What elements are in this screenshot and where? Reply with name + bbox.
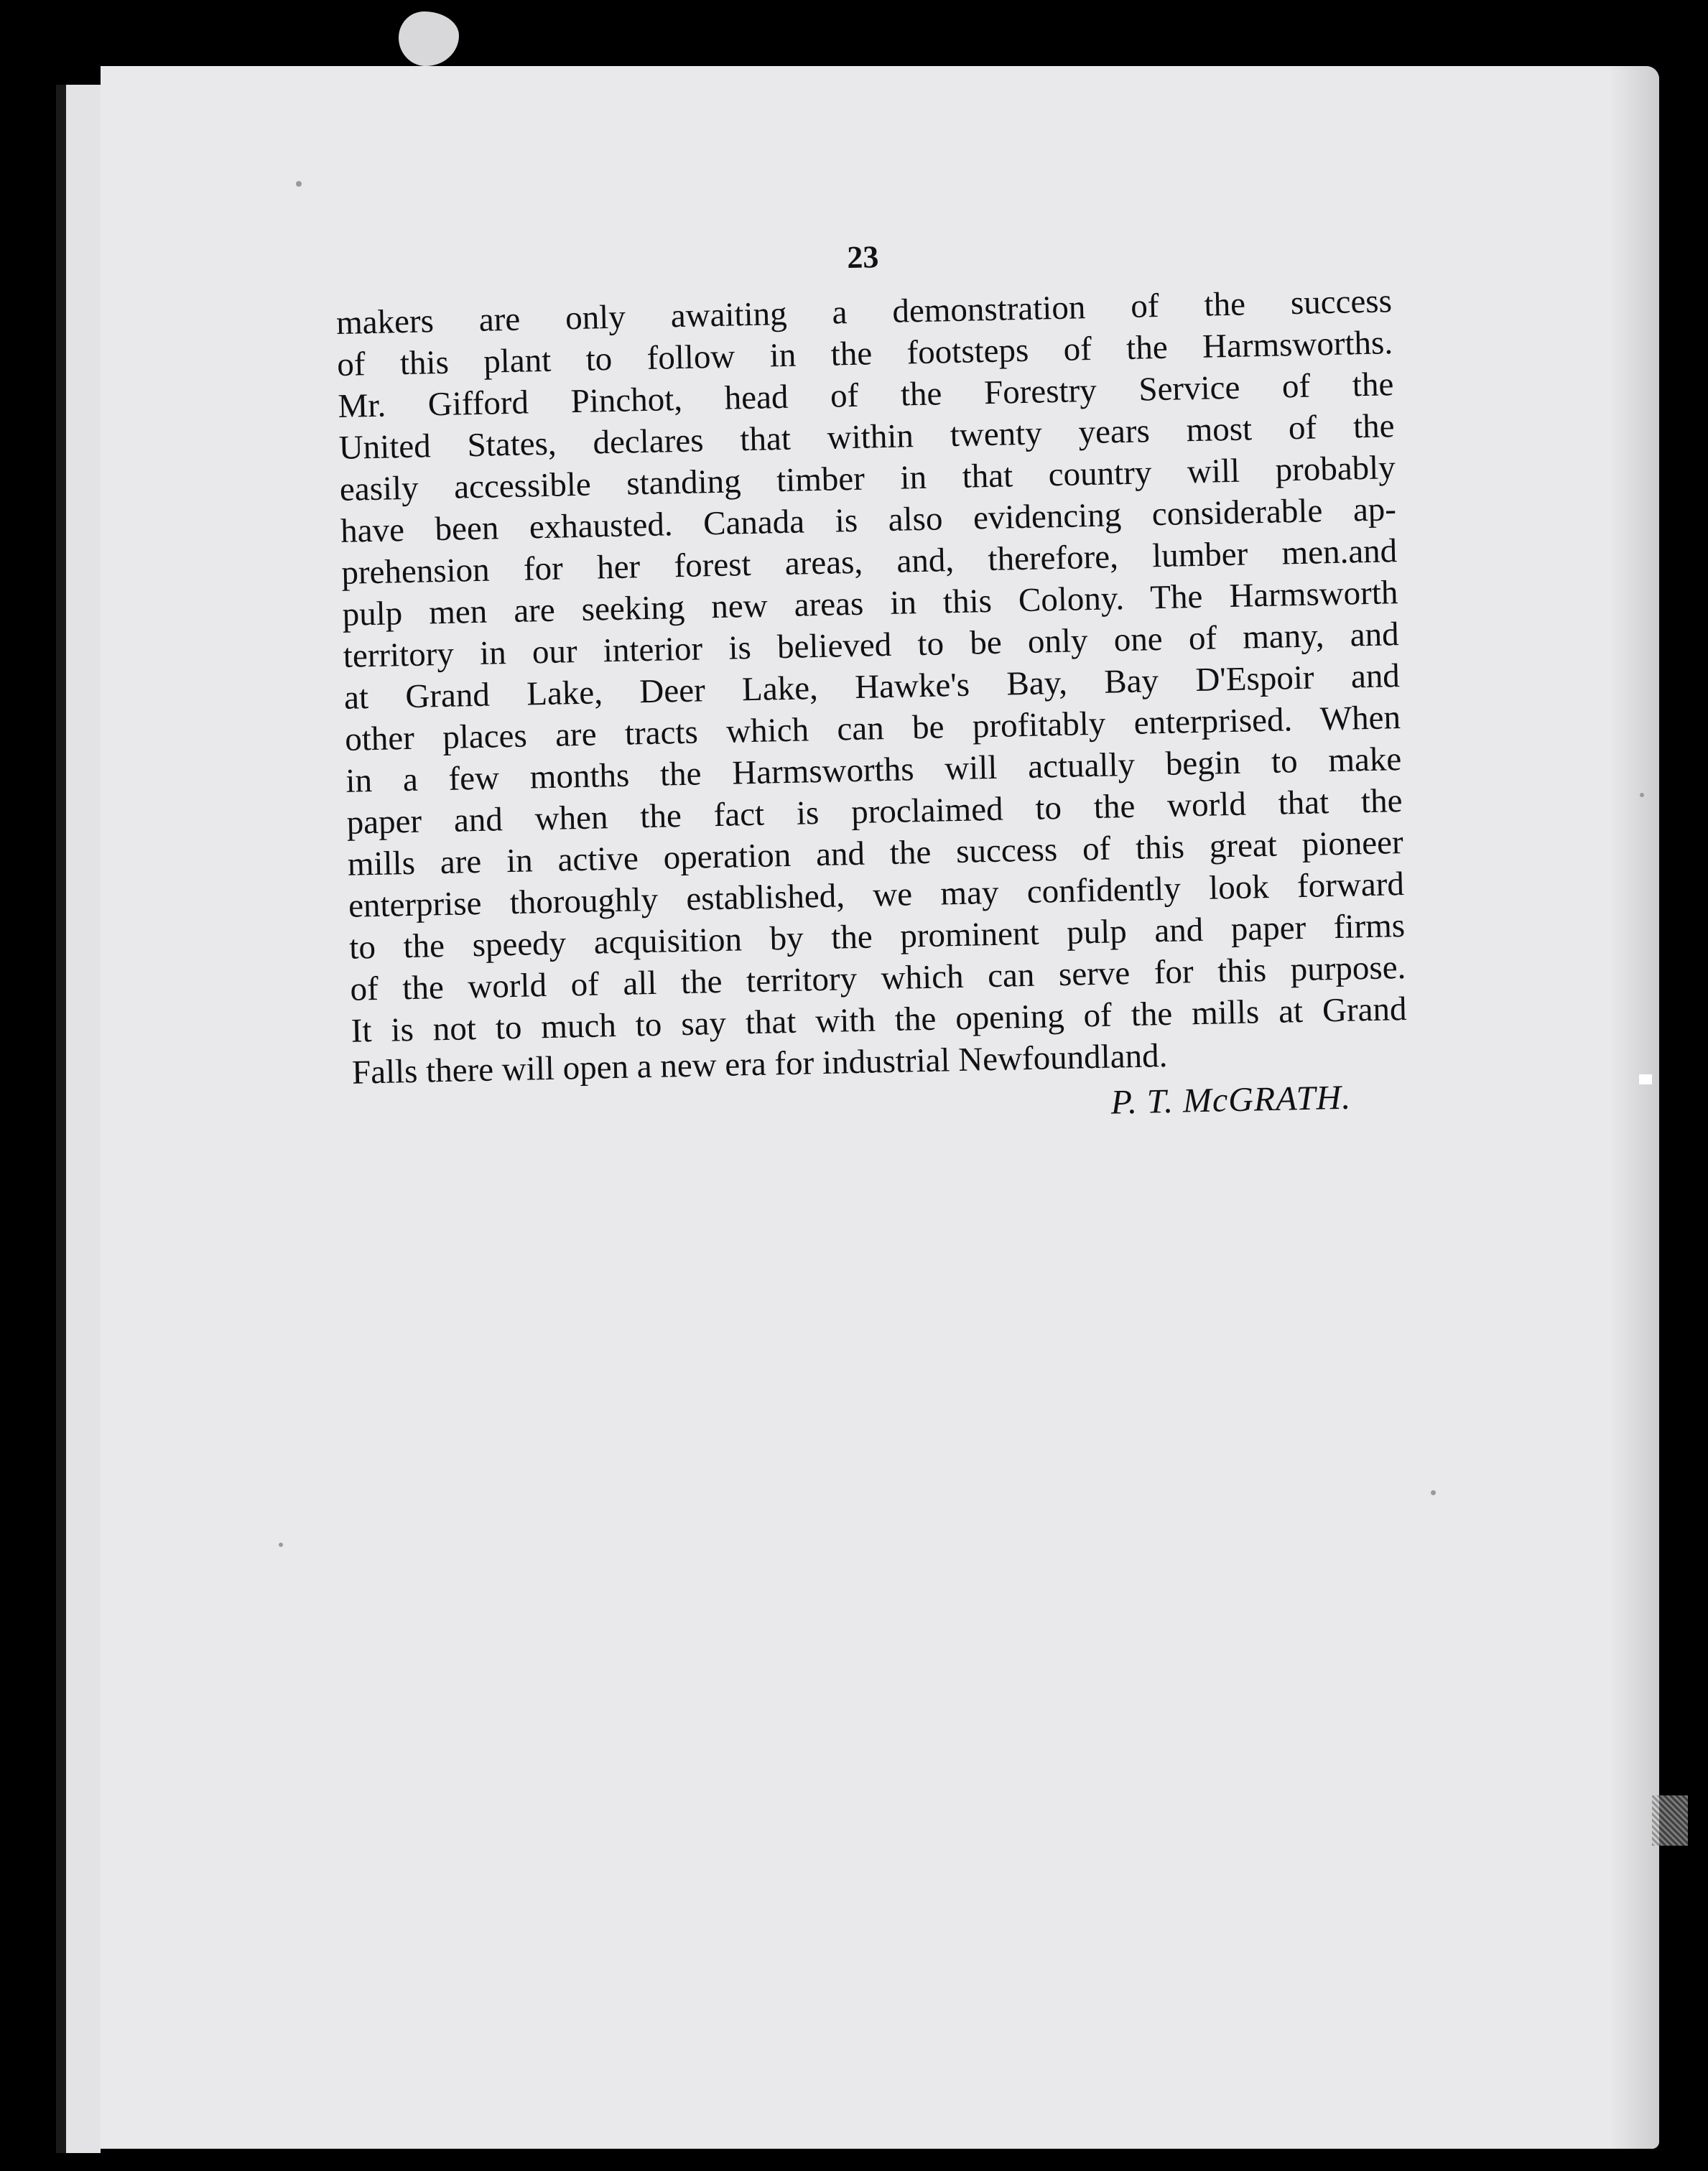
dust-speck (1640, 793, 1644, 797)
text-line: of the world of all the territory which can serve for this purpose. (350, 948, 1406, 1008)
page-text-block (335, 228, 1409, 1141)
text-line: prehension for her forest areas, and, therefore, lumber men.and (340, 532, 1398, 592)
binding-rule (56, 85, 66, 2153)
text-line: pulp men are seeking new areas in this Colony. The Harmsworth (342, 574, 1398, 633)
text-line: of this plant to follow in the footsteps of the Harmsworths. (336, 324, 1393, 383)
text-line: It is not to much to say that with the opening of the mills at Grand (351, 990, 1408, 1050)
text-line: enterprise thoroughly established, we may confidently look forward (348, 865, 1405, 925)
binding-margin (66, 85, 101, 2153)
dust-speck (279, 1543, 283, 1547)
page-edge-wear (1652, 1795, 1688, 1846)
text-line: Mr. Gifford Pinchot, head of the Forestry Service of the (338, 366, 1394, 425)
dust-speck (1431, 1490, 1436, 1495)
text-line: at Grand Lake, Deer Lake, Hawke's Bay, Bay D'Espoir and (343, 657, 1401, 717)
text-line: easily accessible standing timber in that country will probably (339, 449, 1396, 508)
page-number: 23 (846, 239, 879, 276)
text-line: have been exhausted. Canada is also evidencing considerable ap- (340, 491, 1397, 550)
text-line: mills are in active operation and the success of this great pioneer (347, 824, 1404, 883)
text-line: makers are only awaiting a demonstration of the success (335, 282, 1393, 342)
text-line: United States, declares that within twenty years most of the (338, 407, 1396, 467)
page-tab-mark (1639, 1074, 1652, 1084)
text-line: paper and when the fact is proclaimed to the world that the (346, 782, 1403, 842)
author-signature: P. T. McGRATH. (1110, 1078, 1352, 1122)
text-line: territory in our interior is believed to be only one of many, and (343, 615, 1400, 675)
dust-speck (296, 181, 302, 187)
hole-punch-mark (399, 11, 459, 66)
text-line: Falls there will open a new era for industrial Newfoundland. (351, 1036, 1168, 1092)
text-line: to the speedy acquisition by the prominent pulp and paper firms (348, 907, 1406, 967)
text-line: in a few months the Harmsworths will actually begin to make (345, 740, 1402, 800)
text-line: other places are tracts which can be profitably enterprised. When (344, 699, 1401, 758)
